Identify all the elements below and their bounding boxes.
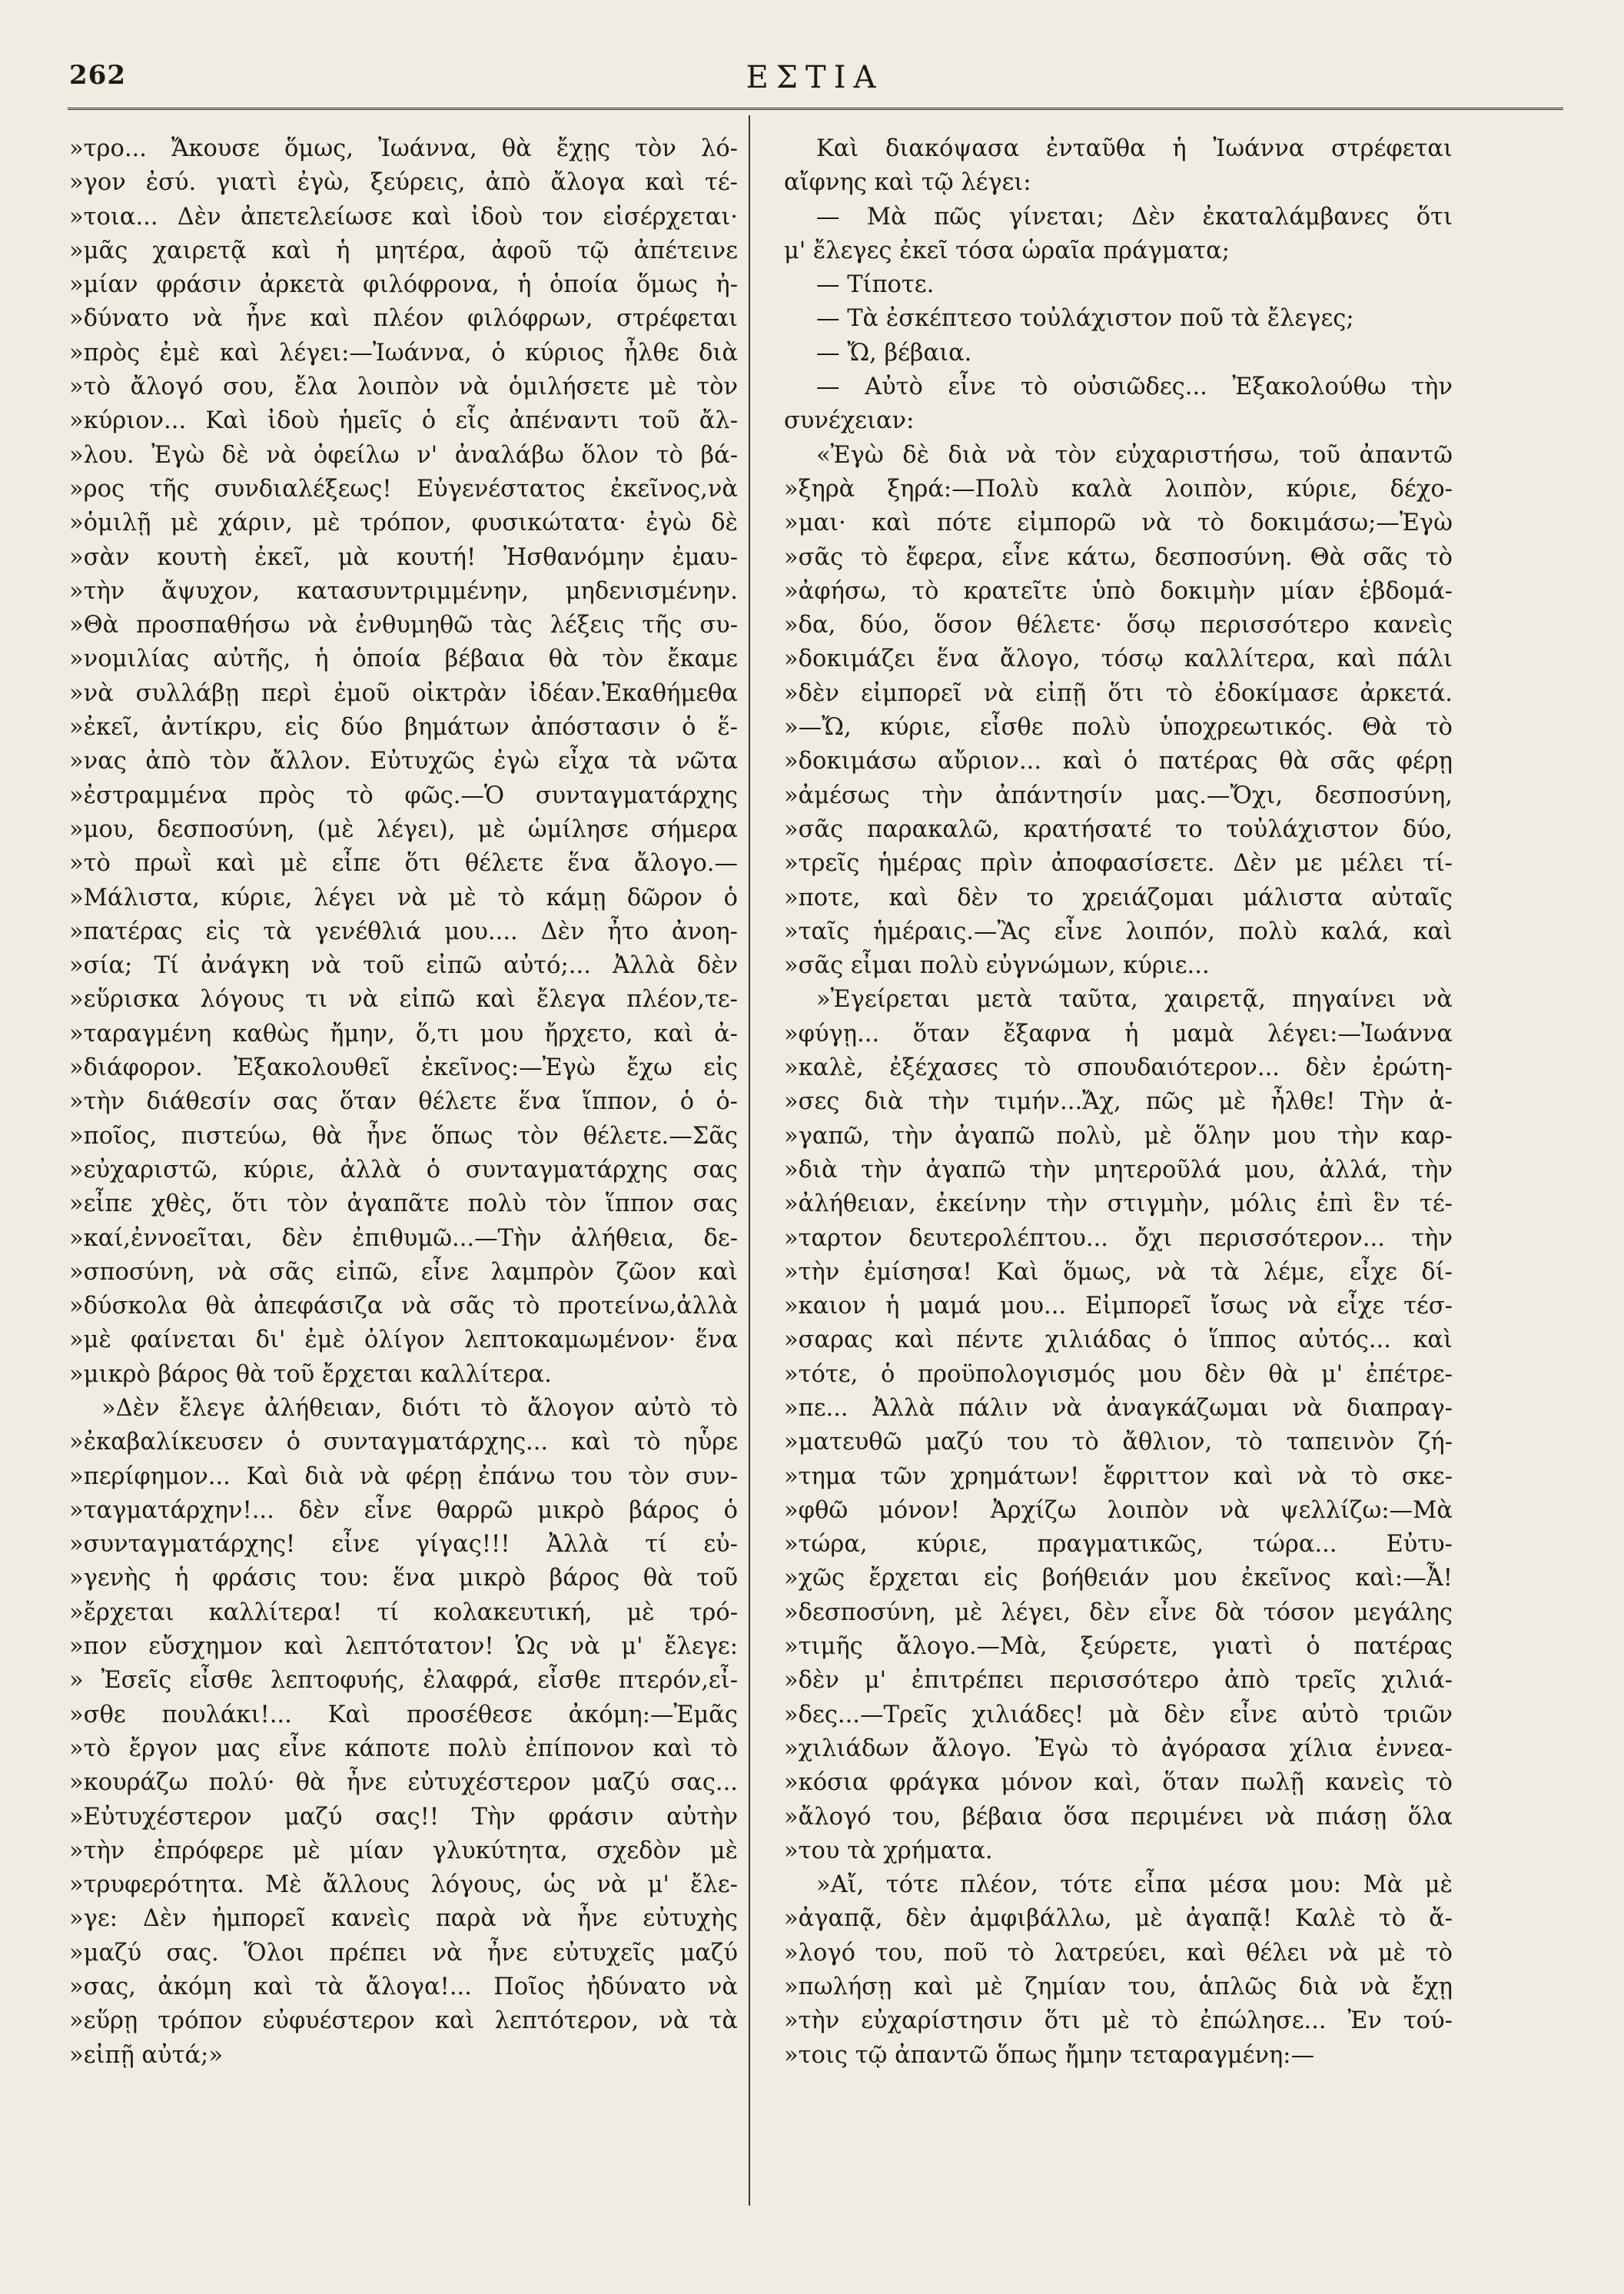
text-line: »σες διὰ τὴν τιμήν...Ἄχ, πῶς μὲ ἦλθε! Τὴν ἀ- [784,1088,1453,1116]
text-line: »τὴν ἄψυχον, κατασυντριμμένην, μηδενισμένην. [69,577,738,605]
text-line: »ταραγμένη καθὼς ἤμην, ὅ,τι μου ἤρχετο, καὶ ἀ- [69,1020,738,1047]
text-line: »Αἴ, τότε πλέον, τότε εἶπα μέσα μου: Μὰ μὲ [816,1871,1453,1899]
text-line: »τρο... Ἄκουσε ὅμως, Ἰωάννα, θὰ ἔχῃς τὸν λό- [69,135,738,162]
text-line: »Θὰ προσπαθήσω νὰ ἐνθυμηθῶ τὰς λέξεις τῆς συ- [69,612,738,639]
text-line: »δοκιμάζει ἕνα ἄλογο, τόσῳ καλλίτερα, καὶ πάλι [784,646,1453,673]
text-line: »δὲν μ' ἐπιτρέπει περισσότερο ἀπὸ τρεῖς χιλιά- [784,1667,1453,1695]
text-line: »τημα τῶν χρημάτων! ἔφριττον καὶ νὰ τὸ σκε- [784,1462,1453,1490]
text-line: αἴφνης καὶ τῷ λέγει: [784,169,1031,197]
text-line: »γον ἐσύ. γιατὶ ἐγὼ, ξεύρεις, ἀπὸ ἄλογα καὶ τέ- [69,169,738,197]
text-line: »ὁμιλῇ μὲ χάριν, μὲ τρόπον, φυσικώτατα· ἐγὼ δὲ [69,510,738,537]
text-line: Καὶ διακόψασα ἐνταῦθα ἡ Ἰωάννα στρέφεται [816,135,1453,162]
text-line: — Αὐτὸ εἶνε τὸ οὐσιῶδες... Ἐξακολούθω τὴν [816,373,1453,401]
text-line: »τὸ πρωῒ καὶ μὲ εἶπε ὅτι θέλετε ἕνα ἄλογο.— [69,850,738,878]
text-line: »ἐκαβαλίκευσεν ὁ συνταγματάρχης... καὶ τὸ ηὗρε [69,1429,738,1456]
text-line: »τὴν ἐμίσησα! Καὶ ὅμως, νὰ τὰ λέμε, εἶχε δί- [784,1258,1453,1286]
text-line: »σᾶς εἶμαι πολὺ εὐγνώμων, κύριε... [784,952,1210,980]
text-line: » Ἐσεῖς εἶσθε λεπτοφυής, ἐλαφρά, εἶσθε πτερόν,εἶ- [69,1667,738,1695]
text-line: »σία; Τί ἀνάγκη νὰ τοῦ εἰπῶ αὐτό;... Ἀλλὰ δὲν [69,952,738,980]
text-line: »καλὲ, ἐξέχασες τὸ σπουδαιότερον... δὲν ἐρώτη- [784,1054,1453,1082]
text-line: — Τίποτε. [816,271,935,299]
text-line: »εὐχαριστῶ, κύριε, ἀλλὰ ὁ συνταγματάρχης σας [69,1156,738,1184]
left-column [69,132,738,2223]
text-line: »εἶπε χθὲς, ὅτι τὸν ἀγαπᾶτε πολὺ τὸν ἵππον σας [69,1190,738,1218]
text-line: »σὰν κουτὴ ἐκεῖ, μὰ κουτή! Ἠσθανόμην ἐμαυ- [69,543,738,571]
text-line: »νὰ συλλάβῃ περὶ ἐμοῦ οἰκτρὰν ἰδέαν.Ἐκαθήμεθα [69,679,738,707]
text-line: »διὰ τὴν ἀγαπῶ τὴν μητεροῦλά μου, ἀλλά, τὴν [784,1156,1453,1184]
text-line: »τὴν εὐχαρίστησιν ὅτι μὲ τὸ ἐπώλησε... Ἐν τού- [784,2007,1453,2035]
text-line: μ' ἔλεγες ἐκεῖ τόσα ὡραῖα πράγματα; [784,237,1230,264]
text-line: »πρὸς ἐμὲ καὶ λέγει:—Ἰωάννα, ὁ κύριος ἦλθε διὰ [69,339,738,367]
running-title: ΕΣΤΙΑ [746,60,884,95]
text-line: »ἄλογό του, βέβαια ὅσα περιμένει νὰ πιάσῃ ὅλα [784,1803,1453,1831]
text-line: »Ἐγείρεται μετὰ ταῦτα, χαιρετᾷ, πηγαίνει νὰ [816,986,1453,1014]
text-line: »τοις τῷ ἀπαντῶ ὅπως ἤμην τεταραγμένη:— [784,2041,1315,2069]
text-line: »εἰπῇ αὐτά;» [69,2041,223,2069]
text-line: »ἀγαπᾷ, δὲν ἀμφιβάλλω, μὲ ἀγαπᾷ! Καλὲ τὸ ἄ- [784,1905,1453,1933]
text-line: »τὸ ἄλογό σου, ἔλα λοιπὸν νὰ ὁμιλήσετε μὲ τὸν [69,373,738,401]
text-line: »ξηρὰ ξηρά:—Πολὺ καλὰ λοιπὸν, κύριε, δέχο- [784,475,1453,503]
text-line: »μᾶς χαιρετᾷ καὶ ἡ μητέρα, ἀφοῦ τῷ ἀπέτεινε [69,237,738,264]
text-line: »ποτε, καὶ δὲν το χρειάζομαι μάλιστα αὐταῖς [784,884,1453,911]
text-line: — Τὰ ἐσκέπτεσο τοὐλάχιστον ποῦ τὰ ἔλεγες; [816,305,1354,333]
text-line: »μίαν φράσιν ἀρκετὰ φιλόφρονα, ἡ ὁποία ὅμως ἠ- [69,271,738,299]
text-line: »χιλιάδων ἄλογο. Ἐγὼ τὸ ἀγόρασα χίλια ἐννεα- [784,1735,1453,1762]
text-line: »κουράζω πολύ· θὰ ἦνε εὐτυχέστερον μαζύ σας... [69,1769,738,1797]
text-line: »δεσποσύνη, μὲ λέγει, δὲν εἶνε δὰ τόσον μεγάλης [784,1598,1453,1626]
right-column [784,132,1453,2223]
text-line: »δὲν εἰμπορεῖ νὰ εἰπῇ ὅτι τὸ ἐδοκίμασε ἀρκετά. [784,679,1453,707]
column-divider [749,115,750,2206]
text-line: »διάφορον. Ἐξακολουθεῖ ἐκεῖνος:—Ἐγὼ ἔχω εἰς [69,1054,738,1082]
text-line: »ταρτον δευτερολέπτου... ὄχι περισσότερον... τὴν [784,1224,1453,1252]
text-line: »γαπῶ, τὴν ἀγαπῶ πολὺ, μὲ ὅλην μου τὴν καρ- [784,1122,1453,1150]
text-line: »λογό του, ποῦ τὸ λατρεύει, καὶ θέλει νὰ μὲ τὸ [784,1939,1453,1967]
text-line: — Ὤ, βέβαια. [816,339,972,367]
text-line: «Ἐγὼ δὲ διὰ νὰ τὸν εὐχαριστήσω, τοῦ ἀπαντῶ [816,441,1453,469]
text-line: »κόσια φράγκα μόνον καὶ, ὅταν πωλῇ κανεὶς τὸ [784,1769,1453,1797]
text-line: »Μάλιστα, κύριε, λέγει νὰ μὲ τὸ κάμῃ δῶρον ὁ [69,884,738,911]
text-line: »νας ἀπὸ τὸν ἄλλον. Εὐτυχῶς ἐγὼ εἶχα τὰ νῶτα [69,748,738,775]
text-line: »σᾶς τὸ ἔφερα, εἶνε κάτω, δεσποσύνη. Θὰ σᾶς τὸ [784,543,1453,571]
text-line: »ἐστραμμένα πρὸς τὸ φῶς.—Ὁ συνταγματάρχης [69,782,738,809]
text-line: »γε: Δὲν ἠμπορεῖ κανεὶς παρὰ νὰ ἦνε εὐτυχὴς [69,1905,738,1933]
text-line: »εὕρῃ τρόπον εὐφυέστερον καὶ λεπτότερον, νὰ τὰ [69,2007,738,2035]
text-line: »νομιλίας αὐτῆς, ἡ ὁποία βέβαια θὰ τὸν ἔκαμε [69,646,738,673]
text-line: »πον εὔσχημον καὶ λεπτότατον! Ὡς νὰ μ' ἔλεγε: [69,1633,738,1661]
text-line: »του τὰ χρήματα. [784,1837,993,1864]
text-line: »δοκιμάσω αὔριον... καὶ ὁ πατέρας θὰ σᾶς φέρῃ [784,748,1453,775]
text-line: »σθε πουλάκι!... Καὶ προσέθεσε ἀκόμη:—Ἐμᾶς [69,1701,738,1728]
text-line: »ταῖς ἡμέραις.—Ἂς εἶνε λοιπόν, πολὺ καλά, καὶ [784,918,1453,945]
text-line: »καί,ἐννοεῖται, δὲν ἐπιθυμῶ...—Τὴν ἀλήθεια, δε- [69,1224,738,1252]
text-line: »ταγματάρχην!... δὲν εἶνε θαρρῶ μικρὸ βάρος ὁ [69,1496,738,1524]
text-line: »τὴν ἐπρόφερε μὲ μίαν γλυκύτητα, σχεδὸν μὲ [69,1837,738,1864]
text-line: »φθῶ μόνον! Ἀρχίζω λοιπὸν νὰ ψελλίζω:—Μὰ [784,1496,1453,1524]
text-line: συνέχειαν: [784,407,915,435]
header-rule [68,108,1563,110]
text-line: »μου, δεσποσύνη, (μὲ λέγει), μὲ ὡμίλησε σήμερα [69,815,738,843]
text-line: »τιμῆς ἄλογο.—Μὰ, ξεύρετε, γιατὶ ὁ πατέρας [784,1633,1453,1661]
text-line: »ἐκεῖ, ἀντίκρυ, εἰς δύο βημάτων ἀπόστασιν ὁ ἕ- [69,714,738,742]
text-line: »πατέρας εἰς τὰ γενέθλιά μου.... Δὲν ἦτο ἀνοη- [69,918,738,945]
text-line: »τώρα, κύριε, πραγματικῶς, τώρα... Εὐτυ- [784,1531,1453,1559]
text-line: »τρεῖς ἡμέρας πρὶν ἀποφασίσετε. Δὲν με μέλει τί- [784,850,1453,878]
text-line: »εὕρισκα λόγους τι νὰ εἰπῶ καὶ ἔλεγα πλέον,τε- [69,986,738,1014]
text-line: »Δὲν ἔλεγε ἀλήθειαν, διότι τὸ ἄλογον αὐτὸ τὸ [101,1394,738,1422]
page-number: 262 [69,60,126,91]
text-line: »τοια... Δὲν ἀπετελείωσε καὶ ἰδοὺ τον εἰσέρχεται· [69,203,738,231]
page-header [69,60,1560,100]
text-line: »ποῖος, πιστεύω, θὰ ἦνε ὅπως τὸν θέλετε.—Σᾶς [69,1122,738,1150]
text-line: »σας, ἀκόμη καὶ τὰ ἄλογα!... Ποῖος ἠδύνατο νὰ [69,1974,738,2001]
text-line: »δα, δύο, ὅσον θέλετε· ὅσῳ περισσότερο κανεὶς [784,612,1453,639]
text-line: »ἀλήθειαν, ἐκείνην τὴν στιγμὴν, μόλις ἐπὶ ἓν τέ- [784,1190,1453,1218]
text-line: »μαζύ σας. Ὅλοι πρέπει νὰ ἦνε εὐτυχεῖς μαζύ [69,1939,738,1967]
text-line: »ἀμέσως τὴν ἀπάντησίν μας.—Ὄχι, δεσποσύνη, [784,782,1453,809]
text-line: »σᾶς παρακαλῶ, κρατήσατέ το τοὐλάχιστον δύο, [784,815,1453,843]
text-line: »τὴν διάθεσίν σας ὅταν θέλετε ἕνα ἵππον, ὁ ὁ- [69,1088,738,1116]
text-line: »σποσύνη, νὰ σᾶς εἰπῶ, εἶνε λαμπρὸν ζῶον καὶ [69,1258,738,1286]
text-line: »σαρας καὶ πέντε χιλιάδας ὁ ἵππος αὐτός... καὶ [784,1326,1453,1354]
text-line: »τρυφερότητα. Μὲ ἄλλους λόγους, ὡς νὰ μ' ἔλε- [69,1871,738,1899]
text-line: »πε... Ἀλλὰ πάλιν νὰ ἀναγκάζωμαι νὰ διαπραγ- [784,1394,1453,1422]
text-line: »καιον ἡ μαμά μου... Εἰμπορεῖ ἴσως νὰ εἶχε τέσ- [784,1293,1453,1320]
text-line: »μικρὸ βάρος θὰ τοῦ ἔρχεται καλλίτερα. [69,1360,552,1388]
text-line: »μὲ φαίνεται δι' ἐμὲ ὀλίγον λεπτοκαμωμένον· ἕνα [69,1326,738,1354]
text-line: »Εὐτυχέστερον μαζύ σας!! Τὴν φράσιν αὐτὴν [69,1803,738,1831]
text-line: »πωλήσῃ καὶ μὲ ζημίαν του, ἁπλῶς διὰ νὰ ἔχῃ [784,1974,1453,2001]
text-line: »φύγῃ... ὅταν ἔξαφνα ἡ μαμὰ λέγει:—Ἰωάννα [784,1020,1453,1047]
text-line: »περίφημον... Καὶ διὰ νὰ φέρῃ ἐπάνω του τὸν συν- [69,1462,738,1490]
text-line: »ἔρχεται καλλίτερα! τί κολακευτική, μὲ τρό- [69,1598,738,1626]
text-line: »γενὴς ἡ φράσις του: ἕνα μικρὸ βάρος θὰ τοῦ [69,1565,738,1592]
text-line: »τὸ ἔργον μας εἶνε κάποτε πολὺ ἐπίπονον καὶ τὸ [69,1735,738,1762]
text-line: »χῶς ἔρχεται εἰς βοήθειάν μου ἐκεῖνος καὶ:—Ἆ! [784,1565,1453,1592]
text-line: »δες...—Τρεῖς χιλιάδες! μὰ δὲν εἶνε αὐτὸ τριῶν [784,1701,1453,1728]
text-line: »μαι· καὶ πότε εἰμπορῶ νὰ τὸ δοκιμάσω;—Ἐγὼ [784,510,1453,537]
text-line: »δύνατο νὰ ἦνε καὶ πλέον φιλόφρων, στρέφεται [69,305,738,333]
text-line: »δύσκολα θὰ ἀπεφάσιζα νὰ σᾶς τὸ προτείνω,ἀλλὰ [69,1293,738,1320]
text-line: »—Ὤ, κύριε, εἶσθε πολὺ ὑποχρεωτικός. Θὰ τὸ [784,714,1453,742]
text-line: »λου. Ἐγὼ δὲ νὰ ὀφείλω ν' ἀναλάβω ὅλον τὸ βά- [69,441,738,469]
text-line: »ρος τῆς συνδιαλέξεως! Εὐγενέστατος ἐκεῖνος,νὰ [69,475,738,503]
text-line: »συνταγματάρχης! εἶνε γίγας!!! Ἀλλὰ τί εὐ- [69,1531,738,1559]
text-line: »ἀφήσω, τὸ κρατεῖτε ὑπὸ δοκιμὴν μίαν ἑβδομά- [784,577,1453,605]
text-line: — Μὰ πῶς γίνεται; Δὲν ἐκαταλάμβανες ὅτι [816,203,1453,231]
text-line: »κύριον... Καὶ ἰδοὺ ἡμεῖς ὁ εἷς ἀπέναντι τοῦ ἄλ- [69,407,738,435]
text-line: »ματευθῶ μαζύ του τὸ ἄθλιον, τὸ ταπεινὸν ζή- [784,1429,1453,1456]
text-line: »τότε, ὁ προϋπολογισμός μου δὲν θὰ μ' ἐπέτρε- [784,1360,1453,1388]
